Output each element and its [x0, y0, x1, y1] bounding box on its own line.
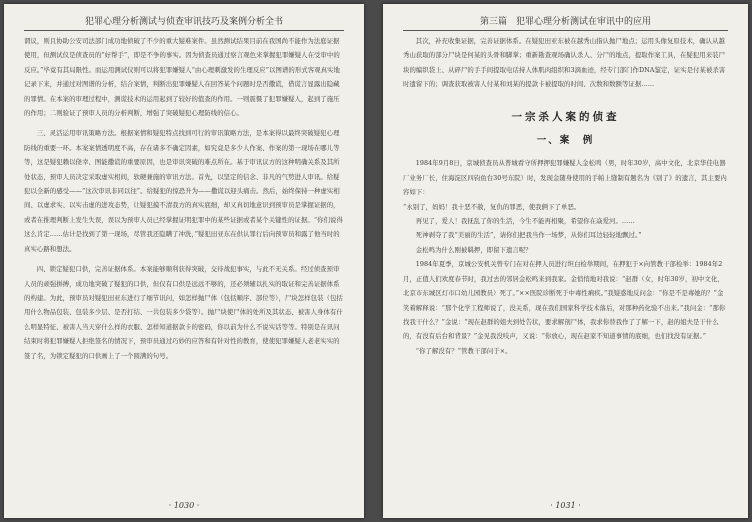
left-page-number: · 1030 · — [168, 501, 200, 510]
paragraph: “永别了，妈妈！我十恶不赦，复仇的罪恶，使我俩下了单恶。 — [403, 202, 581, 211]
paragraph: 三、灵活运用审讯策略方法。根据案情和疑犯特点找到可行的审讯策略方法，是本案得以最终突破疑犯心理防线的重要一环。本案案情透明度不高，存在诸多不确定因素，如究竟是多少人作案、作案的第一现场在哪儿等等，这是疑犯赖以侥幸、图能撒谎的重要原因，也是审讯突破的难点所在。基于审讯议方的这种明确关系及其所处状态，预审人员决定采取虚实相间，软硬兼施的审讯方法。首先，以坚定的信念、非凡的气势进人审讯。给疑犯以全新的感受——“这次审讯非同以往”。给疑犯的惊恐升为——撒谎以迎头痛击。然后，始终保持一种虚实相间、以虚求实、以实击虚的进攻态势，让疑犯摸不清我方的真实底细，却又真切地意识到预审员是掌握证据的，或者在推理判断上发生失误，误以为预审人员已经掌握证明犯罪中的某些证据或者某个关键性的证据。“你们说得这么肯定……估计是找到了第一现场，尽管我还隐瞒了冲洗，”疑犯田亚东在供认罪行后向预审员和露了他当时的真实心路和想法。 — [24, 129, 343, 253]
right-header-text: 第三篇 犯罪心理分析测试在审讯中的应用 — [479, 17, 651, 27]
subsection-title: 一、案 例 — [536, 135, 595, 147]
paragraph: 1984年夏季，京城公安机关曾专门在对在押人员进行坦白检举期间，在押犯于×向管教干部检举：1984年2月，正值人们欢度春节时，我过去的邻居金松鸣来到我家。金悄悄地对我说：“赵群（女，时年30岁，初中文化，北京市东城区灯市口幼儿园教员）死了。”××医院诊断死于中毒性痢疾。”我疑惑地反问金：“你是不是毒她的？”金笑着解释说：“那个化学工程师说了，没关系，现在我们国家科学技术落后，对那种药化验不出来。”我问金：“那你找我干什么？”金说：“现在赵群的姐夫到处告状，要求解剖尸体，我求你替我作了了解一下，赵的姐夫是干什么的，有没有后台和背景？”金见我没吱声，又说：“你放心，现在赵家不知道事情的底细，也们找没有证据。” — [403, 260, 726, 341]
right-running-header — [403, 14, 728, 31]
left-header-text: 犯罪心理分析测试与侦查审讯技巧及案例分析全书 — [84, 17, 283, 27]
paragraph: 1984年9月8日，京城侦查员从普城看守所押押犯罪嫌疑人金松鸣（男，时年30岁，高中文化，北京华佳电器厂业务厂长，住海淀区四钧鱼台30号东院）时，发现金随身使用的手帕上缝制有题名为《别了》的遗言，其主要内容如下： — [403, 159, 727, 197]
left-page — [4, 4, 364, 518]
right-body-text — [403, 34, 728, 490]
right-page — [383, 4, 748, 518]
left-running-header — [24, 14, 344, 31]
paragraph: 谓议，则且协助公安司法部门成功地侦破了不少的重大疑难案件。虽然测试结果目前在我国尚不能作为法庭证据使用，但测试仪是侦查员的“好帮手”，即是不争的事实。因为侦查员通过察言观色来掌握犯罪嫌疑人在受审中的反应。”毕竟有其局限性。而运用测试仪则可以将犯罪嫌疑人“由心理刺激发的生理反应”以图谱的形式客观真实地记录下来，并通过对图谱的分析，结合案情，判断出犯罪嫌疑人在回答某个问题时是否撒谎，借谎言显露出隐藏的罪情。在本案的审理过程中，测谎技术的运用起到了较好的值查的作用。一则震慑了犯罪嫌疑人，起到了施压的作用；二则验证了预审人员的分析判断，增强了突破疑犯心理防线的信心。 — [24, 37, 340, 118]
paragraph: 四、锁定疑犯口供，完善证据体系。本案能够顺利获得突破，交待战犯事实，与此不无关系。经过侦查预审人员的顽强拼搏，成功地突破了疑犯的口供，但仅有口供是远远不够的，还必须辅以扎实的取证和完善证据体系的构建。为此，预审员对疑犯田亚东进行了细节讯问，如怎样抛尸体（包括顺序、部位等），尸块怎样包装（包括用什么物品包装、包装多少层、是否打结、一共包装多少袋等）。抛尸块使尸体的处所及其状态、被害人身体有什么明显特征、被害人当天穿什么样的衣服、怎样知道据款卡的密码，你以前为什么不说实话等等。特别是在讯问结束时将犯罪嫌疑人拒绝签名的情况下，预审员通过巧妙的应答和有针对性的教育，使使犯罪嫌疑人老老实实的签了名，为锁定疑犯的口供画上了一个圆满的句号。 — [24, 265, 343, 360]
paragraph: 死神剥夺了我“美丽的生活”，请你们把我当作一场梦，从你们耳边轻轻地飘过。” — [415, 231, 642, 240]
section-title: 一宗杀人案的侦查 — [511, 110, 620, 123]
left-body-text — [24, 34, 344, 490]
paragraph: 金松鸣为什么刚被羁押，即留下遗言呢？ — [415, 245, 532, 254]
paragraph: 再见了，爱人！我抚乱了你的生活，今生不能再相聚，希望你在焱爱河。…… — [415, 217, 635, 226]
paragraph: “你了解没有？”管教干部问于×。 — [415, 346, 512, 355]
right-page-number: · 1031 · — [550, 501, 581, 510]
intro-paragraph: 其次，补充收集证据，完善证据体系。在疑犯田亚东被在越秀山指认抛尸地点；运用头像复原技术，确认从越秀山获取的部分尸块是何某的头骨和脚掌；重新勘查观场确认杀人、分尸的地点，提取作案工具，在疑犯用来装尸块的编织袋上、从碎尸的手手间提取电话持人体肌肉组织和3滴血迹，经专门部门作DNA鉴定，证实是付某被杀害时遗留下的；调查获取被害人付某和刘某的提款卡被提取的时间、次数和数额等证据…… — [403, 37, 726, 89]
